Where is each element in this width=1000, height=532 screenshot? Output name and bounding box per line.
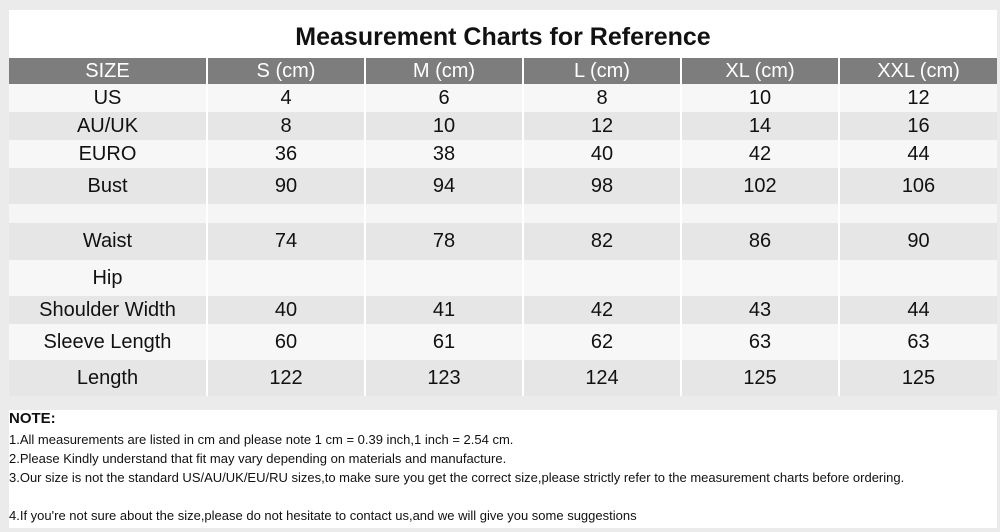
table-row <box>9 296 997 324</box>
table-cell <box>839 204 997 223</box>
title-banner <box>9 10 997 58</box>
table-cell: 10 <box>681 84 839 112</box>
table-cell: 61 <box>365 324 523 360</box>
table-cell: 82 <box>523 223 681 260</box>
column-header: M (cm) <box>365 58 523 84</box>
row-label: Waist <box>9 223 207 260</box>
table-cell <box>523 260 681 296</box>
row-label: Bust <box>9 168 207 204</box>
row-label: Sleeve Length <box>9 324 207 360</box>
note-line: 2.Please Kindly understand that fit may vary depending on materials and manufacture. <box>9 451 507 466</box>
table-spacer-row <box>9 204 997 223</box>
table-cell: 86 <box>681 223 839 260</box>
table-cell: 44 <box>839 140 997 168</box>
table-cell: 8 <box>207 112 365 140</box>
table-row <box>9 360 997 396</box>
note-line: 3.Our size is not the standard US/AU/UK/EU/RU sizes,to make sure you get the correct size,please strictly refer to the measurement charts before ordering. <box>9 470 905 485</box>
table-cell: 40 <box>523 140 681 168</box>
page-title: Measurement Charts for Reference <box>295 22 711 51</box>
table-cell: 38 <box>365 140 523 168</box>
column-header: XXL (cm) <box>839 58 997 84</box>
table-cell: 62 <box>523 324 681 360</box>
table-cell: 125 <box>681 360 839 396</box>
row-label: EURO <box>9 140 207 168</box>
column-header: SIZE <box>9 58 207 84</box>
table-cell: 4 <box>207 84 365 112</box>
table-cell: 123 <box>365 360 523 396</box>
table-cell: 90 <box>839 223 997 260</box>
table-cell: 122 <box>207 360 365 396</box>
table-cell <box>207 260 365 296</box>
notes-heading: NOTE: <box>9 410 56 427</box>
table-cell <box>523 204 681 223</box>
table-cell <box>839 260 997 296</box>
table-cell: 125 <box>839 360 997 396</box>
row-label: AU/UK <box>9 112 207 140</box>
table-cell: 8 <box>523 84 681 112</box>
table-cell <box>681 260 839 296</box>
table-cell: 98 <box>523 168 681 204</box>
table-header-row <box>9 58 997 84</box>
table-cell: 6 <box>365 84 523 112</box>
table-cell <box>365 204 523 223</box>
column-header: S (cm) <box>207 58 365 84</box>
note-line: 1.All measurements are listed in cm and please note 1 cm = 0.39 inch,1 inch = 2.54 cm. <box>9 432 514 447</box>
table-cell: 14 <box>681 112 839 140</box>
table-row <box>9 260 997 296</box>
table-cell: 12 <box>839 84 997 112</box>
table-cell: 63 <box>681 324 839 360</box>
table-cell: 124 <box>523 360 681 396</box>
row-label <box>9 204 207 223</box>
table-cell: 41 <box>365 296 523 324</box>
table-cell: 42 <box>681 140 839 168</box>
table-cell: 78 <box>365 223 523 260</box>
table-cell: 90 <box>207 168 365 204</box>
table-row <box>9 84 997 112</box>
table-cell: 94 <box>365 168 523 204</box>
row-label: Length <box>9 360 207 396</box>
table-row <box>9 140 997 168</box>
row-label: Shoulder Width <box>9 296 207 324</box>
measurement-table <box>9 58 997 396</box>
table-cell: 42 <box>523 296 681 324</box>
column-header: XL (cm) <box>681 58 839 84</box>
table-row <box>9 168 997 204</box>
table-cell: 102 <box>681 168 839 204</box>
table-row <box>9 223 997 260</box>
table-cell: 60 <box>207 324 365 360</box>
table-cell: 36 <box>207 140 365 168</box>
table-cell: 10 <box>365 112 523 140</box>
notes-section <box>9 410 997 528</box>
table-cell <box>681 204 839 223</box>
column-header: L (cm) <box>523 58 681 84</box>
table-cell: 12 <box>523 112 681 140</box>
table-cell: 40 <box>207 296 365 324</box>
note-line: 4.If you're not sure about the size,please do not hesitate to contact us,and we will give you some suggestions <box>9 508 637 523</box>
table-cell <box>207 204 365 223</box>
table-cell <box>365 260 523 296</box>
table-cell: 63 <box>839 324 997 360</box>
table-row <box>9 112 997 140</box>
table-cell: 44 <box>839 296 997 324</box>
table-cell: 106 <box>839 168 997 204</box>
table-row <box>9 324 997 360</box>
table-cell: 43 <box>681 296 839 324</box>
row-label: US <box>9 84 207 112</box>
table-cell: 16 <box>839 112 997 140</box>
row-label: Hip <box>9 260 207 296</box>
table-cell: 74 <box>207 223 365 260</box>
